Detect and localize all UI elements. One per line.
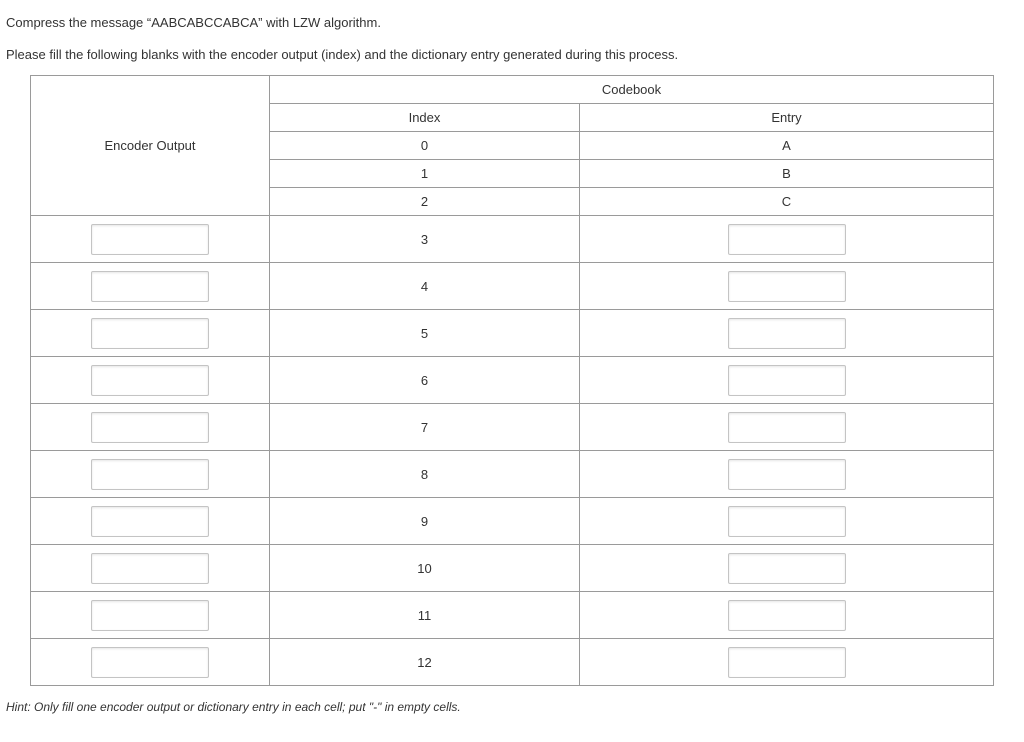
entry-cell — [580, 545, 994, 592]
encoder-output-cell — [31, 216, 270, 263]
answer-row — [31, 216, 994, 263]
answer-row — [31, 545, 994, 592]
entry-cell — [580, 216, 994, 263]
entry-cell — [580, 639, 994, 686]
encoder-output-input[interactable] — [91, 318, 209, 349]
answer-row — [31, 498, 994, 545]
dictionary-entry-input[interactable] — [728, 365, 846, 396]
answer-row — [31, 310, 994, 357]
encoder-output-cell — [31, 498, 270, 545]
answer-row — [31, 639, 994, 686]
encoder-output-cell — [31, 263, 270, 310]
dictionary-entry-input[interactable] — [728, 318, 846, 349]
entry-cell — [580, 404, 994, 451]
encoder-output-cell — [31, 357, 270, 404]
encoder-output-input[interactable] — [91, 271, 209, 302]
entry-cell: A — [580, 132, 994, 160]
index-cell: 11 — [270, 592, 580, 639]
dictionary-entry-input[interactable] — [728, 271, 846, 302]
dictionary-entry-input[interactable] — [728, 224, 846, 255]
dictionary-entry-input[interactable] — [728, 647, 846, 678]
index-cell: 0 — [270, 132, 580, 160]
index-cell: 12 — [270, 639, 580, 686]
index-cell: 4 — [270, 263, 580, 310]
entry-header: Entry — [580, 104, 994, 132]
encoder-output-input[interactable] — [91, 600, 209, 631]
answer-row — [31, 592, 994, 639]
entry-cell: C — [580, 188, 994, 216]
hint-text: Hint: Only fill one encoder output or dictionary entry in each cell; put "-" in empty cells. — [6, 700, 461, 714]
dictionary-entry-input[interactable] — [728, 506, 846, 537]
index-cell: 3 — [270, 216, 580, 263]
answer-row — [31, 404, 994, 451]
encoder-output-cell — [31, 639, 270, 686]
question-text: Compress the message “AABCABCCABCA” with LZW algorithm. — [6, 15, 381, 30]
index-cell: 2 — [270, 188, 580, 216]
entry-cell — [580, 592, 994, 639]
entry-cell — [580, 357, 994, 404]
encoder-output-cell — [31, 545, 270, 592]
index-cell: 5 — [270, 310, 580, 357]
encoder-output-input[interactable] — [91, 647, 209, 678]
answer-row — [31, 357, 994, 404]
instruction-text: Please fill the following blanks with the encoder output (index) and the dictionary entry generated during this process. — [6, 47, 679, 62]
encoder-output-cell — [31, 451, 270, 498]
dictionary-entry-input[interactable] — [728, 600, 846, 631]
entry-cell: B — [580, 160, 994, 188]
encoder-output-input[interactable] — [91, 459, 209, 490]
encoder-output-input[interactable] — [91, 224, 209, 255]
entry-cell — [580, 263, 994, 310]
entry-cell — [580, 498, 994, 545]
index-cell: 1 — [270, 160, 580, 188]
codebook-header: Codebook — [270, 76, 994, 104]
entry-cell — [580, 451, 994, 498]
dictionary-entry-input[interactable] — [728, 412, 846, 443]
encoder-output-cell — [31, 404, 270, 451]
lzw-table-body — [31, 76, 994, 686]
index-cell: 7 — [270, 404, 580, 451]
index-cell: 10 — [270, 545, 580, 592]
dictionary-entry-input[interactable] — [728, 459, 846, 490]
encoder-output-input[interactable] — [91, 412, 209, 443]
entry-cell — [580, 310, 994, 357]
encoder-output-input[interactable] — [91, 365, 209, 396]
index-cell: 6 — [270, 357, 580, 404]
encoder-output-cell — [31, 310, 270, 357]
dictionary-entry-input[interactable] — [728, 553, 846, 584]
lzw-table — [30, 75, 994, 686]
encoder-output-header: Encoder Output — [31, 76, 270, 216]
encoder-output-cell — [31, 592, 270, 639]
answer-row — [31, 451, 994, 498]
index-header: Index — [270, 104, 580, 132]
header-row-codebook — [31, 76, 994, 104]
index-cell: 8 — [270, 451, 580, 498]
encoder-output-input[interactable] — [91, 506, 209, 537]
index-cell: 9 — [270, 498, 580, 545]
answer-row — [31, 263, 994, 310]
encoder-output-input[interactable] — [91, 553, 209, 584]
